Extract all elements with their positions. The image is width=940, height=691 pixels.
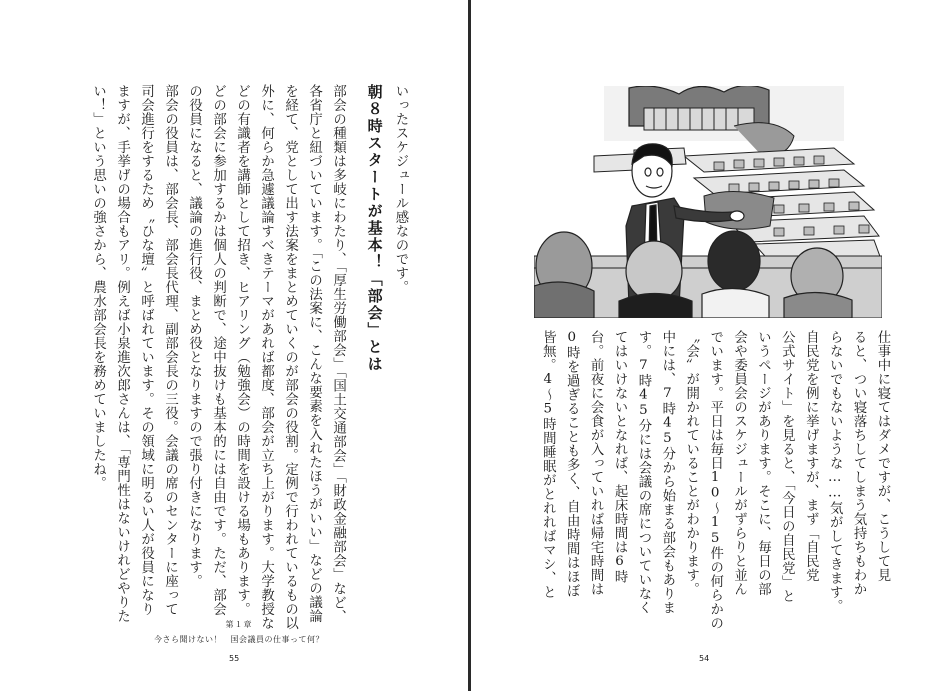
paragraph-line: 司会進行をするため〝ひな壇〟と呼ばれています。その領域に明るい人が役員になり — [138, 84, 154, 616]
paragraph-line: てはいけないとなれば、起床時間は6時 — [612, 330, 628, 584]
running-footer — [60, 619, 418, 645]
paragraph-line: でいます。平日は毎日10〜15件の何らかの — [707, 330, 723, 631]
paragraph-line: 会や委員会のスケジュールがずらりと並ん — [731, 330, 747, 596]
paragraph-line: 〝会〟が開かれていることがわかります。 — [683, 330, 699, 596]
page-number: 55 — [229, 654, 240, 663]
right-page — [471, 0, 940, 691]
paragraph-line: 中には、7時45分から始まる部会もありま — [659, 330, 675, 615]
illustration-diet-tour-icon — [534, 86, 882, 318]
paragraph-line: す。7時45分には会議の席についていなく — [635, 330, 651, 615]
paragraph-line: 台。前夜に会食が入っていれば帰宅時間は — [588, 330, 604, 596]
paragraph-line: 皆無。4〜5時間睡眠がとれればマシ、と — [540, 330, 556, 600]
paragraph-line: いうページがあります。そこに、毎日の部 — [755, 330, 771, 596]
chapter-label: 第１章 — [225, 620, 253, 629]
paragraph-line: 自民党を例に挙げますが、まず「自民党 — [803, 330, 819, 582]
paragraph-line: 部会の種類は多岐にわたり、「厚生労働部会」「国土交通部会」「財政金融部会」など、 — [330, 84, 346, 624]
paragraph-line: ると、つい寝落ちしてしまう気持ちもわか — [851, 330, 867, 596]
page-number: 54 — [699, 654, 710, 663]
paragraph-line: 仕事中に寝てはダメですが、こうして見 — [875, 330, 890, 582]
paragraph-line: いったスケジュール感なのです。 — [393, 84, 408, 294]
paragraph-line: 0時を過ぎることも多く、自由時間はほぼ — [564, 330, 580, 598]
section-heading: 朝８時スタートが基本！「部会」とは — [365, 84, 384, 373]
chapter-title: 今さら聞けない！ 国会議員の仕事って何？ — [154, 635, 324, 644]
paragraph-line: 各省庁と紐づいています。「この法案に、こんな要素を入れたほうがいい」などの議論 — [306, 84, 322, 624]
paragraph-line: 外に、何らか急遽議論すべきテーマがあれば都度、部会が立ち上がります。大学教授な — [258, 84, 274, 630]
paragraph-line: ますが、手挙げの場合もアリ。例えば小泉進次郎さんは、「専門性はないけれどやりた — [114, 84, 130, 624]
paragraph-line: い！」という思いの強さから、農水部会長を務めていましたね。 — [90, 84, 106, 490]
paragraph-line: 公式サイト」を見ると、「今日の自民党」と — [779, 330, 795, 604]
left-page — [0, 0, 468, 691]
paragraph-line: を経て、党として出す法案をまとめていくのが部会の役割。定例で行われているもの以 — [282, 84, 298, 630]
paragraph-line: どの部会に参加するかは個人の判断で、途中抜けも基本的には自由です。ただ、部会 — [210, 84, 226, 616]
right-body-text — [540, 330, 890, 631]
paragraph-line: どの有識者を講師として招き、ヒアリング（勉強会）の時間を設ける場もあります。 — [234, 84, 250, 616]
paragraph-line: らないでもないような……気がしてきます。 — [827, 330, 843, 614]
paragraph-line: の役員になると、議論の進行役、まとめ役となりますので張り付きになります。 — [186, 84, 202, 588]
paragraph-line: 部会の役員は、部会長、部会長代理、副部会長の三役。会議の席のセンターに座って — [162, 84, 178, 616]
